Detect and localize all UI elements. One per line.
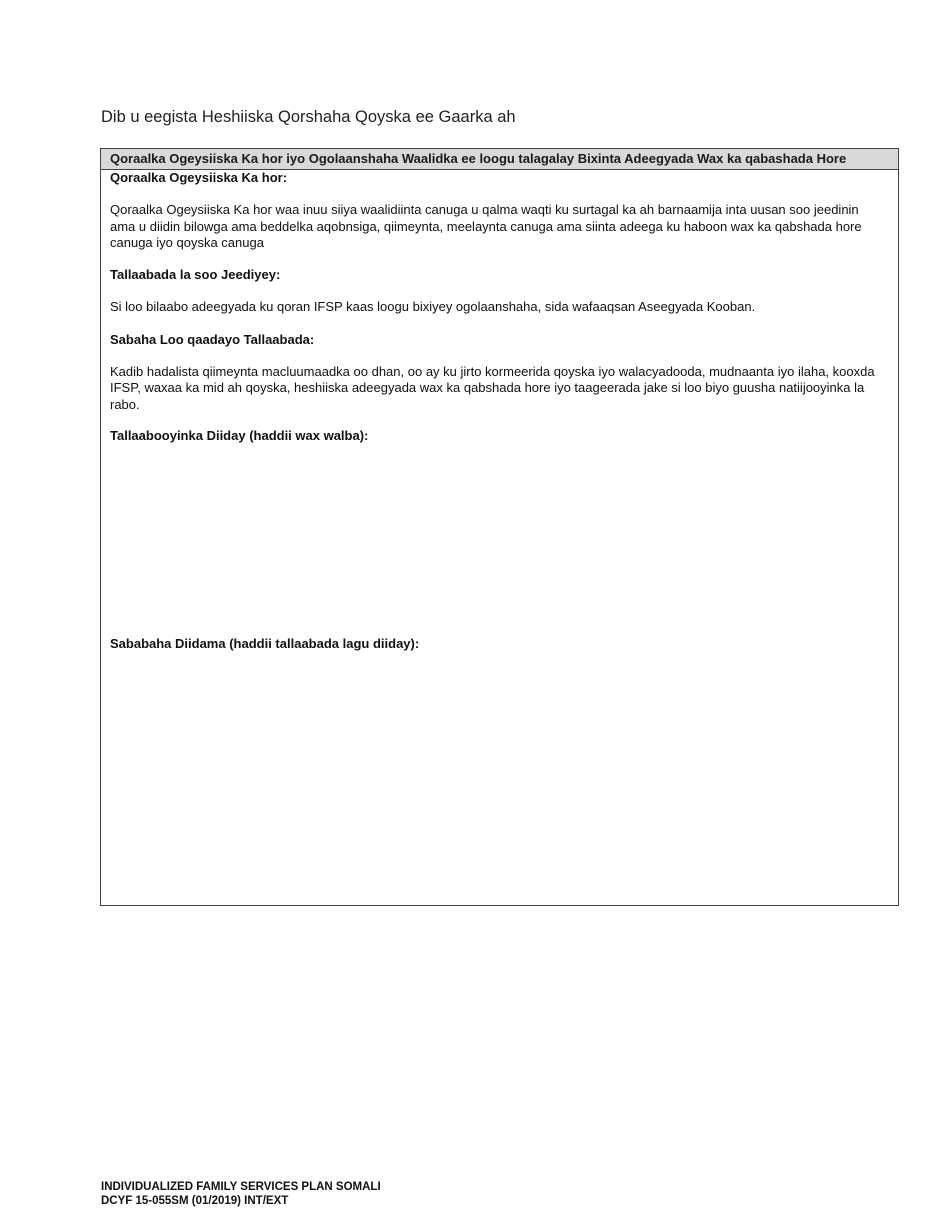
page-title: Dib u eegista Heshiiska Qorshaha Qoyska ee Gaarka ah [101,108,516,126]
refusal-reasons-label: Sababaha Diidama (haddii tallaabada lagu diiday): [110,636,420,652]
footer-form-name: INDIVIDUALIZED FAMILY SERVICES PLAN SOMALI [101,1181,381,1193]
prior-written-notice-section [100,148,899,906]
footer-form-number: DCYF 15-055SM (01/2019) INT/EXT [101,1195,289,1207]
section-body [101,170,898,653]
section-header: Qoraalka Ogeysiiska Ka hor iyo Ogolaanshaha Waalidka ee loogu talagalay Bixinta Adeegyada Wax ka qabashada Hore [101,149,898,170]
proposed-action-text: Si loo bilaabo adeegyada ku qoran IFSP kaas loogu bixiyey ogolaanshaha, sida wafaaqsan Aseegyada Kooban. [110,299,756,315]
refused-actions-label: Tallaabooyinka Diiday (haddii wax walba): [110,427,369,443]
notice-text: Qoraalka Ogeysiiska Ka hor waa inuu siiya waalidiinta canuga u qalma waqti ku surtagal ka ah barnaamija inta uusan soo jeedinin ama u diidin bilowga ama beddelka aqobnsiga, qiimeynta, meelaynta canuga ama siinta adeega ku haboon wax ka qabshada hore canuga iyo qoyska canuga [110,202,862,250]
proposed-action-label: Tallaabada la soo Jeediyey: [110,267,281,283]
action-reasons-label: Sabaha Loo qaadayo Tallaabada: [110,331,315,347]
action-reasons-text: Kadib hadalista qiimeynta macluumaadka oo dhan, oo ay ku jirto kormeerida qoyska iyo walacyadooda, mudnaanta iyo ilaha, kooxda IFSP, waxaa ka mid ah qoyska, heshiiska adeegyada wax ka qabshada hore iyo taageerada jake si loo biyo guusha natiijooyinka la rabo. [110,364,875,412]
notice-label: Qoraalka Ogeysiiska Ka hor: [110,170,288,185]
form-footer [101,1180,381,1208]
